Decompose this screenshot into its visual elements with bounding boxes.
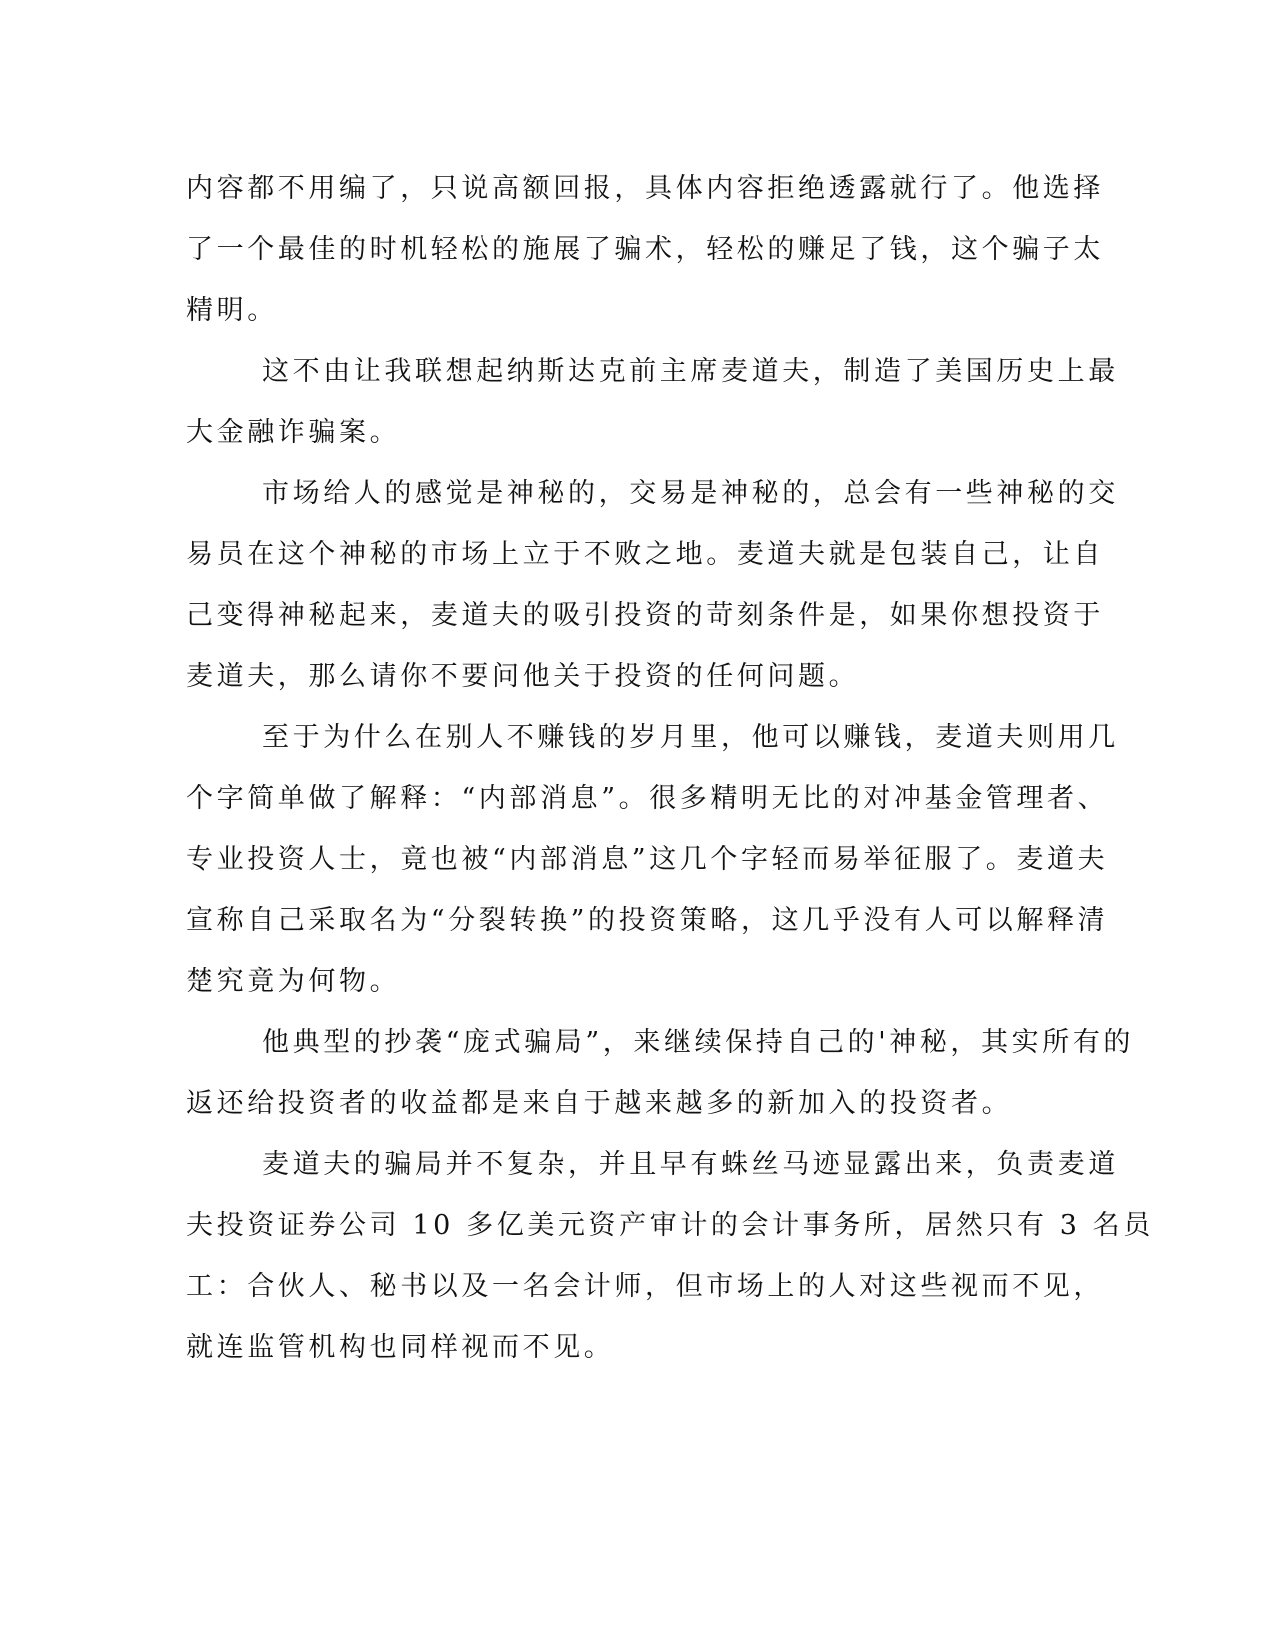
text-line: 麦道夫的骗局并不复杂，并且早有蛛丝马迹显露出来，负责麦道 xyxy=(262,1149,1119,1180)
paragraph-4 xyxy=(186,707,1119,1012)
text-line: 专业投资人士，竟也被“内部消息”这几个字轻而易举征服了。麦道夫 xyxy=(186,844,1109,875)
text-line: 就连监管机构也同样视而不见。 xyxy=(186,1332,615,1363)
text-line: 大金融诈骗案。 xyxy=(186,417,401,448)
text-line: 返还给投资者的收益都是来自于越来越多的新加入的投资者。 xyxy=(186,1088,1013,1119)
paragraph-2 xyxy=(186,341,1119,463)
text-line: 易员在这个神秘的市场上立于不败之地。麦道夫就是包装自己，让自 xyxy=(186,539,1104,570)
text-line: 精明。 xyxy=(186,295,278,326)
text-line: 麦道夫，那么请你不要问他关于投资的任何问题。 xyxy=(186,661,860,692)
text-line: 宣称自己采取名为“分裂转换”的投资策略，这几乎没有人可以解释清 xyxy=(186,905,1109,936)
paragraph-5 xyxy=(186,1012,1135,1134)
text-line: 个字简单做了解释：“内部消息”。很多精明无比的对冲基金管理者、 xyxy=(186,783,1109,814)
paragraph-6 xyxy=(186,1134,1154,1378)
text-line: 工：合伙人、秘书以及一名会计师，但市场上的人对这些视而不见， xyxy=(186,1271,1104,1302)
text-line: 了一个最佳的时机轻松的施展了骗术，轻松的赚足了钱，这个骗子太 xyxy=(186,234,1104,265)
text-line: 这不由让我联想起纳斯达克前主席麦道夫，制造了美国历史上最 xyxy=(262,356,1119,387)
text-line: 至于为什么在别人不赚钱的岁月里，他可以赚钱，麦道夫则用几 xyxy=(262,722,1119,753)
text-line: 内容都不用编了，只说高额回报，具体内容拒绝透露就行了。他选择 xyxy=(186,173,1104,204)
document-body xyxy=(186,158,1154,1378)
text-line: 他典型的抄袭“庞式骗局”，来继续保持自己的'神秘，其实所有的 xyxy=(262,1027,1135,1058)
paragraph-3 xyxy=(186,463,1119,707)
text-line: 楚究竟为何物。 xyxy=(186,966,401,997)
text-line: 夫投资证券公司 10 多亿美元资产审计的会计事务所，居然只有 3 名员 xyxy=(186,1210,1154,1241)
text-line: 市场给人的感觉是神秘的，交易是神秘的，总会有一些神秘的交 xyxy=(262,478,1119,509)
text-line: 己变得神秘起来，麦道夫的吸引投资的苛刻条件是，如果你想投资于 xyxy=(186,600,1104,631)
paragraph-1 xyxy=(186,158,1104,341)
